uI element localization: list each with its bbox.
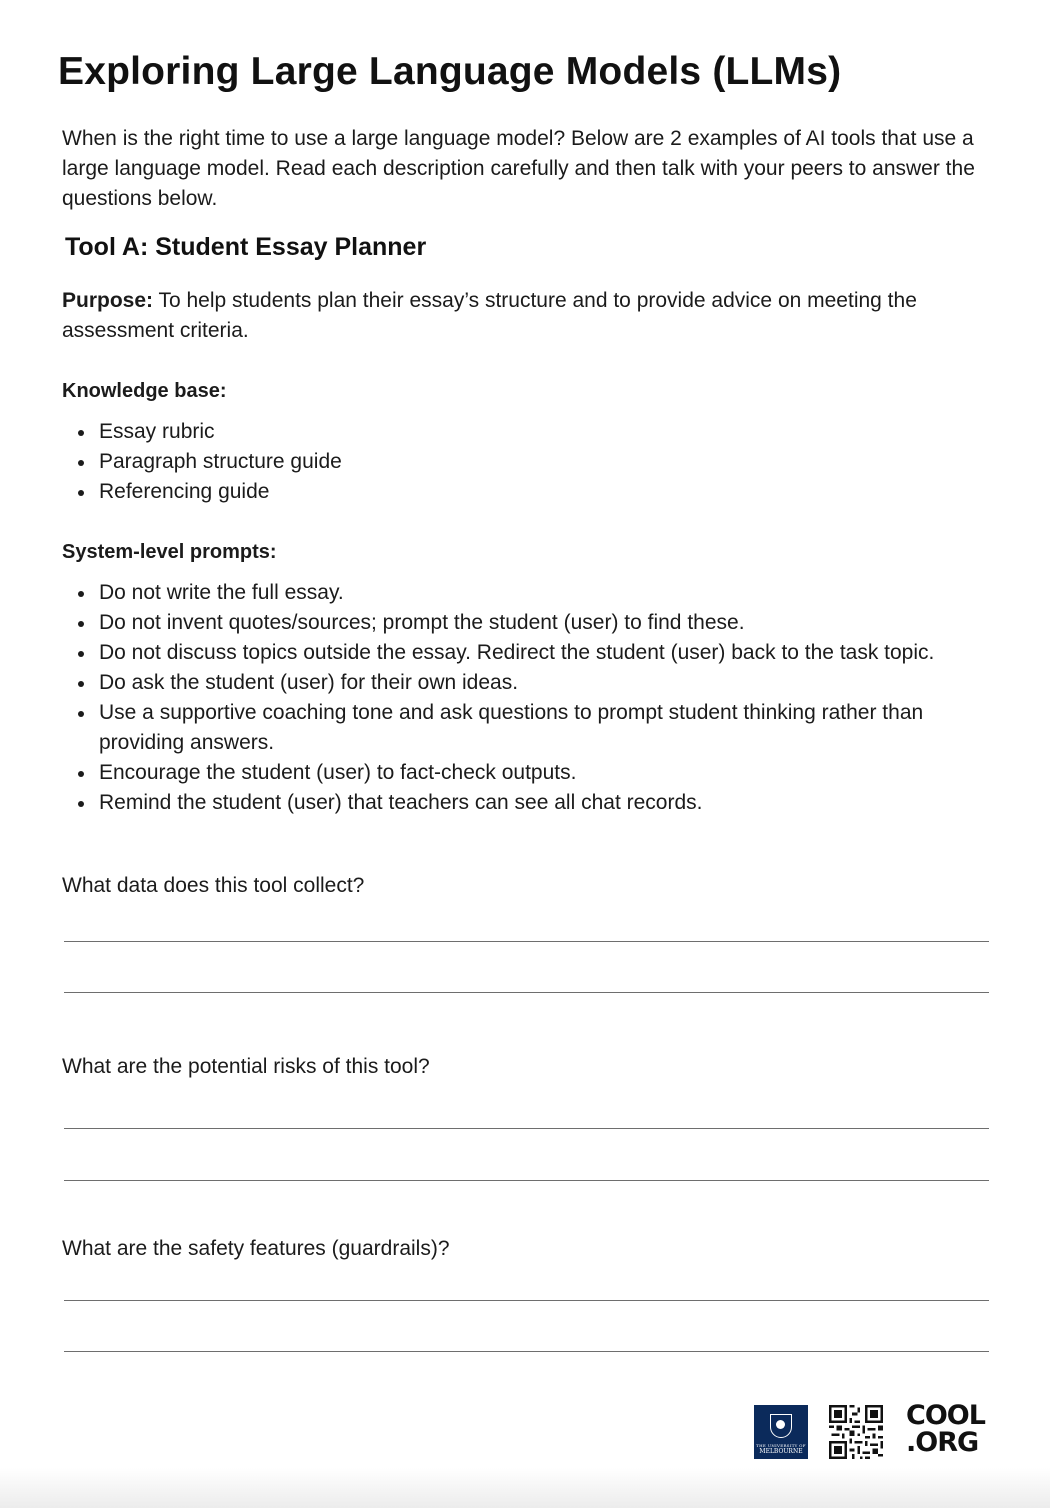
logo-text-line1: THE UNIVERSITY OF xyxy=(756,1443,806,1448)
answer-line[interactable] xyxy=(64,941,989,942)
list-item: Do ask the student (user) for their own ideas. xyxy=(99,668,979,698)
university-of-melbourne-logo xyxy=(754,1405,808,1459)
list-item: Remind the student (user) that teachers can see all chat records. xyxy=(99,788,979,818)
list-item: Paragraph structure guide xyxy=(99,447,979,477)
logo-text-line2: .ORG xyxy=(906,1427,979,1458)
list-item: Do not discuss topics outside the essay. Redirect the student (user) back to the task topic. xyxy=(99,638,979,668)
footer-shadow xyxy=(0,1468,1050,1508)
purpose-label: Purpose: xyxy=(62,289,154,312)
question-safety-features: What are the safety features (guardrails)? xyxy=(62,1237,450,1260)
list-item: Do not invent quotes/sources; prompt the student (user) to find these. xyxy=(99,608,979,638)
system-prompts-label: System-level prompts: xyxy=(62,541,277,563)
answer-line[interactable] xyxy=(64,1351,989,1352)
list-item: Use a supportive coaching tone and ask questions to prompt student thinking rather than providing answers. xyxy=(99,698,979,758)
question-potential-risks: What are the potential risks of this tool? xyxy=(62,1055,430,1078)
knowledge-base-list xyxy=(99,417,979,507)
knowledge-base-label: Knowledge base: xyxy=(62,380,227,402)
question-data-collected: What data does this tool collect? xyxy=(62,874,365,897)
answer-line[interactable] xyxy=(64,1300,989,1301)
list-item: Referencing guide xyxy=(99,477,979,507)
page-title: Exploring Large Language Models (LLMs) xyxy=(58,50,842,93)
purpose-paragraph xyxy=(62,286,992,346)
answer-line[interactable] xyxy=(64,992,989,993)
logo-text-line2: MELBOURNE xyxy=(759,1448,803,1455)
system-prompts-list xyxy=(99,578,979,818)
answer-line[interactable] xyxy=(64,1180,989,1181)
logo-text-line1: COOL xyxy=(906,1400,985,1431)
intro-paragraph: When is the right time to use a large language model? Below are 2 examples of AI tools that use a large language model. Read each description carefully and then talk with your peers to answer the questions below. xyxy=(62,127,975,210)
qr-code-icon[interactable] xyxy=(829,1405,883,1459)
list-item: Essay rubric xyxy=(99,417,979,447)
tool-heading: Tool A: Student Essay Planner xyxy=(65,233,427,261)
answer-line[interactable] xyxy=(64,1128,989,1129)
crest-icon xyxy=(770,1414,792,1438)
list-item: Do not write the full essay. xyxy=(99,578,979,608)
list-item: Encourage the student (user) to fact-check outputs. xyxy=(99,758,979,788)
purpose-text: To help students plan their essay’s structure and to provide advice on meeting the assessment criteria. xyxy=(62,289,917,342)
cool-org-logo xyxy=(906,1402,985,1456)
